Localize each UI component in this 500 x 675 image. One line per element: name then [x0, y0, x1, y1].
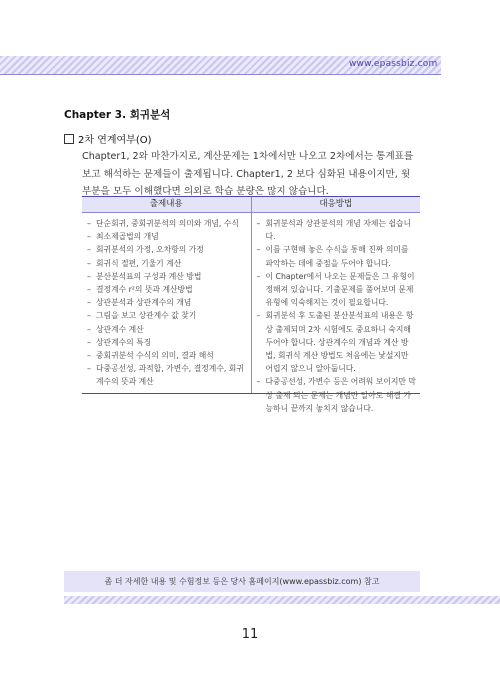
content-table	[82, 196, 420, 413]
list-item: – 회귀분석의 가정, 오차항의 가정	[87, 245, 204, 255]
header-divider	[0, 74, 441, 75]
list-item: – 최소제곱법의 개념	[87, 232, 159, 242]
table-body	[82, 213, 420, 413]
footer-band	[64, 596, 500, 604]
list-item: – 이 Chapter에서 나오는 문제들은 그 유형이 정해져 있습니다. 기출문제를 풀어보며 문제 유형에 익숙해지는 것이 필요합니다.	[256, 271, 415, 308]
page-number: 11	[241, 627, 259, 642]
left-column	[82, 213, 252, 393]
list-item: – 회귀분석과 상관분석의 개념 자체는 쉽습니다.	[256, 219, 411, 242]
right-column	[252, 213, 421, 413]
table-header-row	[82, 197, 420, 213]
list-item: – 단순회귀, 중회귀분석의 의미와 개념, 수식	[87, 219, 239, 228]
header-url: www.epassbiz.com	[349, 59, 438, 69]
list-item: – 회귀식 절편, 기울기 계산	[87, 258, 182, 268]
list-item: – 이를 구현해 놓은 수식을 통해 진짜 의미를 파악하는 데에 중점을 두어야 합니다.	[256, 245, 409, 268]
list-item: – 회귀분석 후 도출된 분산분석표의 내용은 항상 출제되며 2차 시험에도 중요하니 숙지해 두어야 합니다. 상관계수의 개념과 계산 방법, 회귀식 계산 방법도 처음에는 낯설지만 어렵지 않으니 알아둡니다.	[256, 311, 414, 374]
reference-note: 좀 더 자세한 내용 및 수험정보 등은 당사 홈페이지(www.epassbiz.com) 참고	[64, 571, 420, 592]
table-header-cell: 대응방법	[319, 199, 353, 209]
list-item: – 다중공선성, 과적합, 가변수, 결정계수, 회귀계수의 뜻과 계산	[87, 364, 244, 387]
section-heading	[64, 131, 152, 146]
table-header-cell: 출제내용	[82, 197, 252, 212]
list-item: – 상관분석과 상관계수의 개념	[87, 298, 192, 308]
intro-paragraph: Chapter1, 2와 마찬가지로, 계산문제는 1차에서만 나오고 2차에서는 통계표를 보고 해석하는 문제들이 출제됩니다. Chapter1, 2 보다 심화된 내용이지만, 윗 부분을 모두 이해했다면 의외로 학습 분량은 많지 않습니다.	[82, 151, 414, 197]
section-title: 2차 연계여부(O)	[78, 135, 152, 146]
list-item: – 결정계수 r²의 뜻과 계산방법	[87, 285, 193, 295]
list-item: – 그림을 보고 상관계수 값 찾기	[87, 311, 197, 321]
list-item: – 중회귀분석 수식의 의미, 결과 해석	[87, 351, 214, 361]
list-item: – 다중공선성, 가변수 등은 어려워 보이지만 막상 출제 되는 문제는 개념만 알아도 해결 가능하니 끝까지 놓치지 않습니다.	[256, 377, 416, 413]
list-item: – 상관계수 계산	[87, 324, 144, 334]
list-item: – 상관계수의 특징	[87, 337, 152, 347]
chapter-title: Chapter 3. 회귀분석	[64, 109, 171, 121]
checkbox-icon	[64, 134, 74, 144]
list-item: – 분산분석표의 구성과 계산 방법	[87, 271, 202, 281]
